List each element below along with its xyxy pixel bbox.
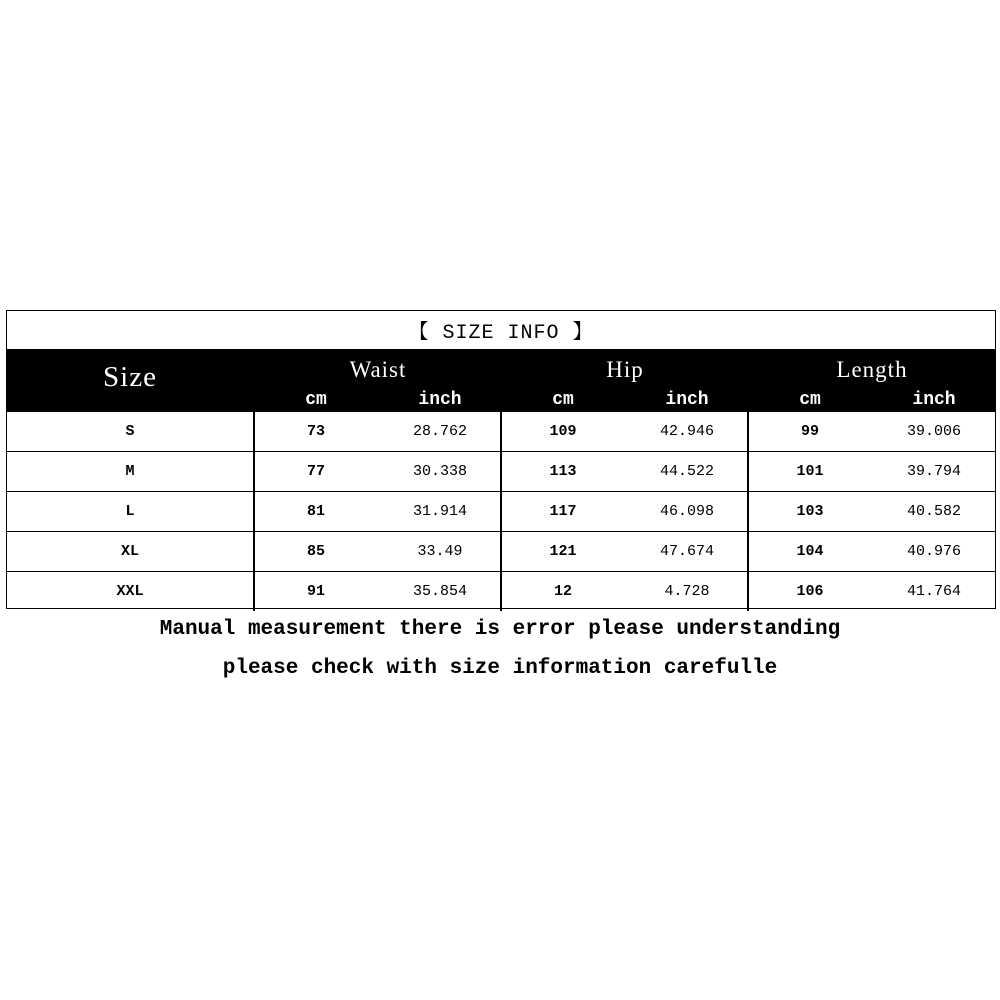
cm-value-cell: 91 [306,583,325,600]
inch-value-cell: 41.764 [906,583,961,600]
size-chart-table [6,310,996,609]
cm-value-cell: 121 [549,543,577,560]
cm-value-cell: 106 [796,583,824,600]
inch-value-cell: 33.49 [417,543,463,560]
cm-value-cell: 85 [306,543,325,560]
measurement-note: Manual measurement there is error please understanding [159,618,841,641]
cm-value-cell: 103 [796,503,824,520]
cm-value-cell: 77 [306,463,325,480]
inch-value-cell: 39.006 [906,423,961,440]
table-row [7,491,995,531]
table-row [7,411,995,451]
inch-value-cell: 42.946 [659,423,714,440]
cm-value-cell: 81 [306,503,325,520]
hip-inch-header: inch [665,390,709,410]
waist-inch-header: inch [418,390,462,410]
check-note: please check with size information carefulle [222,657,778,680]
inch-value-cell: 40.582 [906,503,961,520]
table-title: 【 SIZE INFO 】 [408,322,594,345]
inch-value-cell: 28.762 [412,423,467,440]
hip-header: Hip [606,357,644,382]
inch-value-cell: 40.976 [906,543,961,560]
cm-value-cell: 99 [800,423,819,440]
inch-value-cell: 4.728 [664,583,710,600]
size-cell: S [125,423,135,440]
table-header [7,349,995,411]
inch-value-cell: 31.914 [412,503,467,520]
size-cell: XXL [116,583,144,600]
cm-value-cell: 101 [796,463,824,480]
table-row [7,531,995,571]
inch-value-cell: 35.854 [412,583,467,600]
size-cell: XL [120,543,139,560]
size-cell: L [125,503,135,520]
size-cell: M [125,463,135,480]
inch-value-cell: 39.794 [906,463,961,480]
waist-cm-header: cm [305,390,327,410]
waist-header: Waist [349,357,407,382]
length-inch-header: inch [912,390,956,410]
cm-value-cell: 104 [796,543,824,560]
hip-cm-header: cm [552,390,574,410]
size-column-header: Size [103,361,157,393]
cm-value-cell: 73 [306,423,325,440]
inch-value-cell: 44.522 [659,463,714,480]
cm-value-cell: 12 [553,583,572,600]
inch-value-cell: 30.338 [412,463,467,480]
table-row [7,571,995,611]
cm-value-cell: 113 [549,463,577,480]
table-row [7,451,995,491]
cm-value-cell: 109 [549,423,577,440]
length-cm-header: cm [799,390,821,410]
inch-value-cell: 47.674 [659,543,714,560]
inch-value-cell: 46.098 [659,503,714,520]
cm-value-cell: 117 [549,503,577,520]
length-header: Length [836,357,908,382]
